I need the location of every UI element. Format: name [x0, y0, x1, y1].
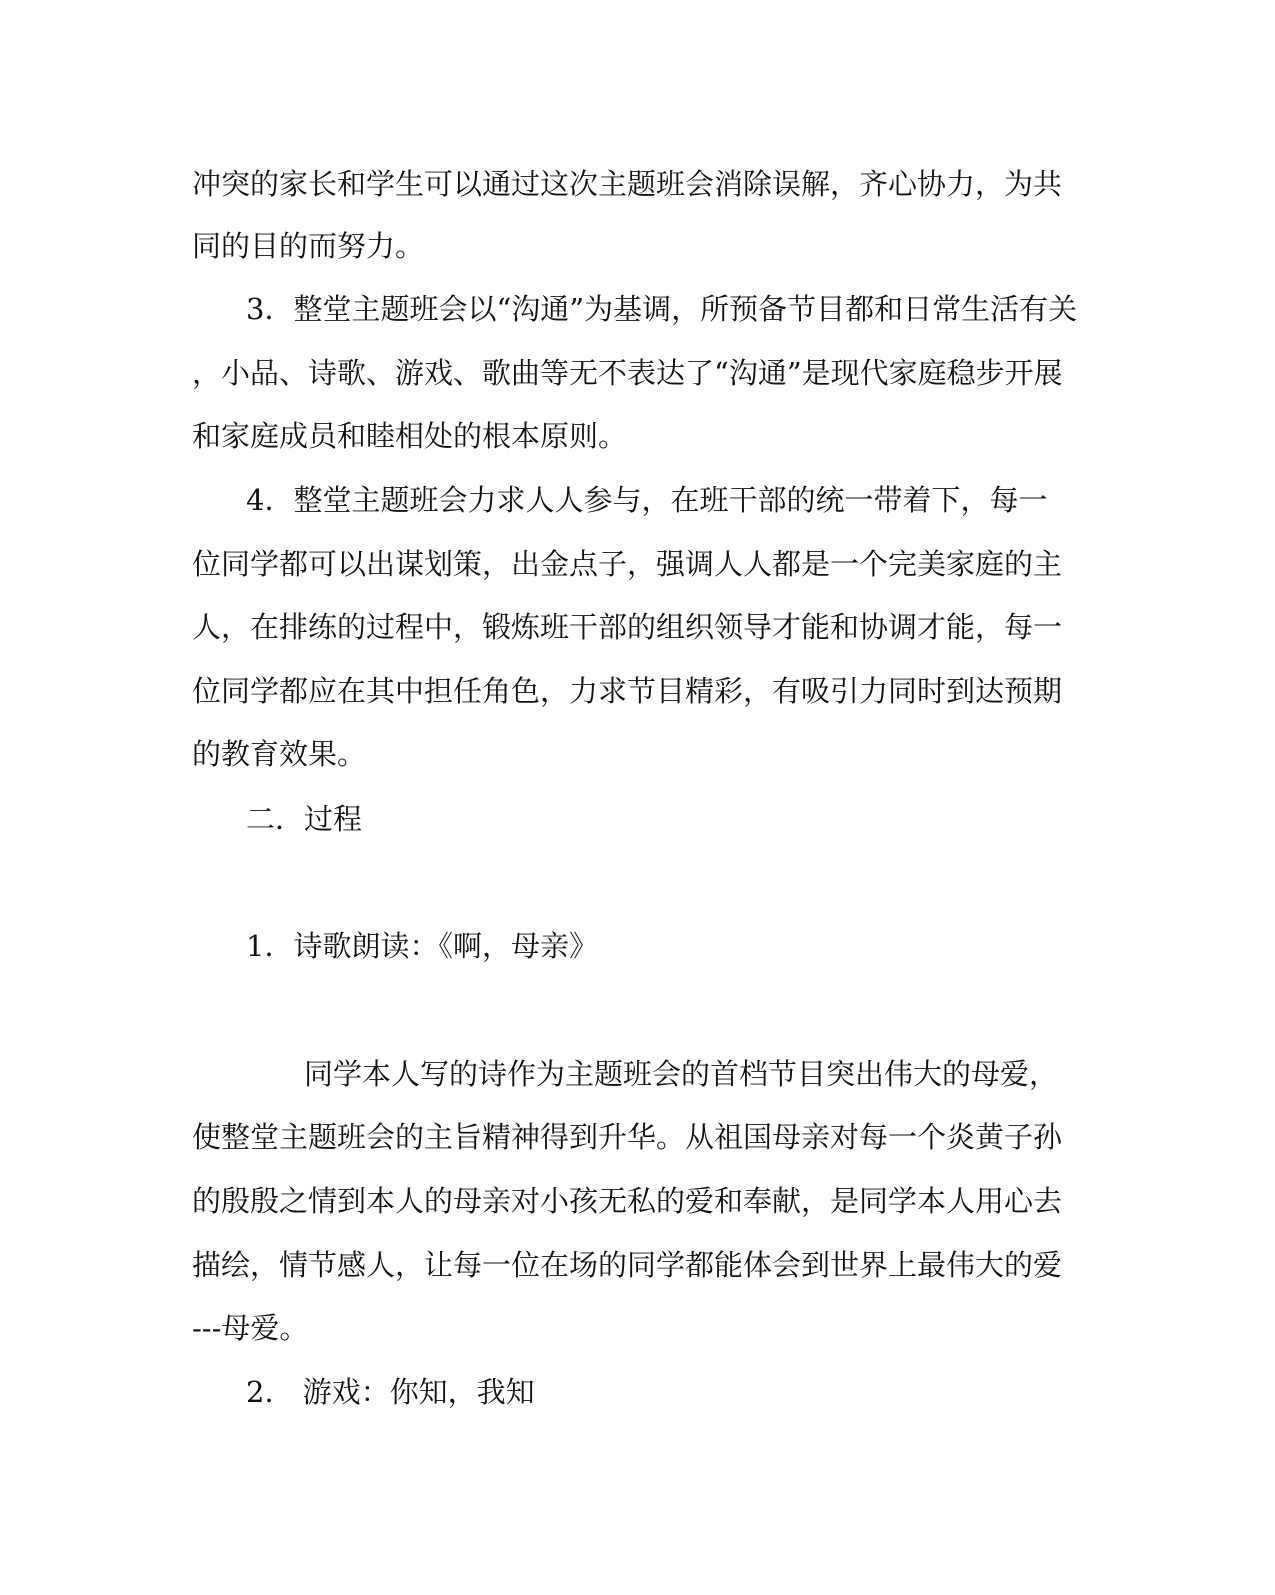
paragraph-line: 人，在排练的过程中，锻炼班干部的组织领导才能和协调才能，每一	[192, 610, 1063, 644]
paragraph-line: 和家庭成员和睦相处的根本原则。	[192, 419, 628, 453]
paragraph-line: 4．整堂主题班会力求人人参与，在班干部的统一带着下，每一	[246, 483, 1048, 517]
paragraph-line: 描绘，情节感人，让每一位在场的同学都能体会到世界上最伟大的爱	[192, 1248, 1063, 1282]
section-heading: 二．过程	[246, 802, 363, 836]
paragraph-line: 位同学都可以出谋划策，出金点子，强调人人都是一个完美家庭的主	[192, 547, 1063, 581]
paragraph-line: 3．整堂主题班会以“沟通”为基调，所预备节目都和日常生活有关	[246, 292, 1078, 326]
paragraph-line: ，小品、诗歌、游戏、歌曲等无不表达了“沟通”是现代家庭稳步开展	[192, 356, 1063, 390]
paragraph-line: 同学本人写的诗作为主题班会的首档节目突出伟大的母爱，	[304, 1057, 1059, 1091]
paragraph-line: ---母爱。	[192, 1311, 309, 1345]
paragraph-line: 的教育效果。	[192, 737, 367, 771]
paragraph-line: 使整堂主题班会的主旨精神得到升华。从祖国母亲对每一个炎黄子孙	[192, 1120, 1063, 1154]
paragraph-line: 位同学都应在其中担任角色，力求节目精彩，有吸引力同时到达预期	[192, 674, 1063, 708]
paragraph-line: 的殷殷之情到本人的母亲对小孩无私的爱和奉献，是同学本人用心去	[192, 1184, 1063, 1218]
subsection-heading: 2． 游戏：你知，我知	[246, 1375, 535, 1409]
paragraph-line: 同的目的而努力。	[192, 229, 425, 263]
paragraph-line: 冲突的家长和学生可以通过这次主题班会消除误解，齐心协力，为共	[192, 167, 1063, 201]
subsection-heading: 1．诗歌朗读：《啊，母亲》	[246, 929, 598, 963]
